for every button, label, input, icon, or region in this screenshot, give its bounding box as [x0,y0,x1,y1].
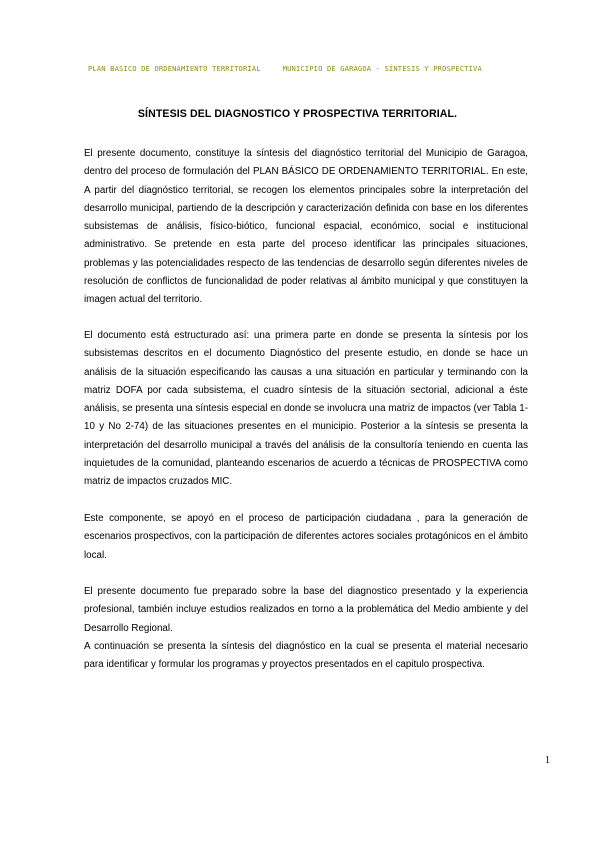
paragraph-intro: El presente documento, constituye la síntesis del diagnóstico territorial del Municipio de Garagoa, dentro del proceso de formulación del PLAN BÁSICO DE ORDENAMIENTO TERRITORIAL. En este, A partir del diagnóstico territorial, se recogen los elementos principales sobre la interpretación del desarrollo municipal, partiendo de la descripción y caracterización definida con base en los diferentes subsistemas de análisis, físico-biótico, funcional espacial, económico, social e institucional administrativo. Se pretende en esta parte del proceso identificar las principales situaciones, problemas y las potencialidades respecto de las tendencias de desarrollo según diferentes niveles de resolución de conflictos de funcionalidad de poder relativas al ámbito municipal y que constituyen la imagen actual del territorio. [84,148,528,306]
paragraph-participation: Este componente, se apoyó en el proceso de participación ciudadana , para la generación de escenarios prospectivos, con la participación de diferentes actores sociales protagónicos en el ámbito local. [84,513,528,561]
paragraph-basis: El presente documento fue preparado sobre la base del diagnostico presentado y la experiencia profesional, también incluye estudios realizados en torno a la problemática del Medio ambiente y del Desarrollo Regional. [84,586,528,634]
page-number: 1 [545,755,550,766]
page-title: SÍNTESIS DEL DIAGNOSTICO Y PROSPECTIVA TERRITORIAL. [137,108,458,120]
header-section-title: MUNICIPIO DE GARAGOA - SÍNTESIS Y PROSPECTIVA [282,64,482,73]
paragraph-structure: El documento está estructurado así: una primera parte en donde se presenta la síntesis por los subsistemas descritos en el documento Diagnóstico del presente estudio, en donde se hace un análisis de la situación especificando las causas a una situación en particular y terminando con la matriz DOFA por cada subsistema, el cuadro síntesis de la situación sectorial, adicional a éste análisis, se presenta una síntesis especial en donde se involucra una matriz de impactos (ver Tabla 1-10 y No 2-74) de las situaciones presentes en el municipio. Posterior a la síntesis se presenta la interpretación del desarrollo municipal a través del análisis de la consultoría teniendo en cuenta las inquietudes de la comunidad, planteando escenarios de acuerdo a técnicas de PROSPECTIVA como matriz de impactos cruzados MIC. [84,330,528,488]
header-document-title: PLAN BASICO DE ORDENAMIENTO TERRITORIAL [88,64,261,73]
paragraph-continuation: A continuación se presenta la síntesis del diagnóstico en la cual se presenta el material necesario para identificar y formular los programas y proyectos presentados en el capitulo prospectiva. [84,641,528,671]
running-header [88,64,548,73]
